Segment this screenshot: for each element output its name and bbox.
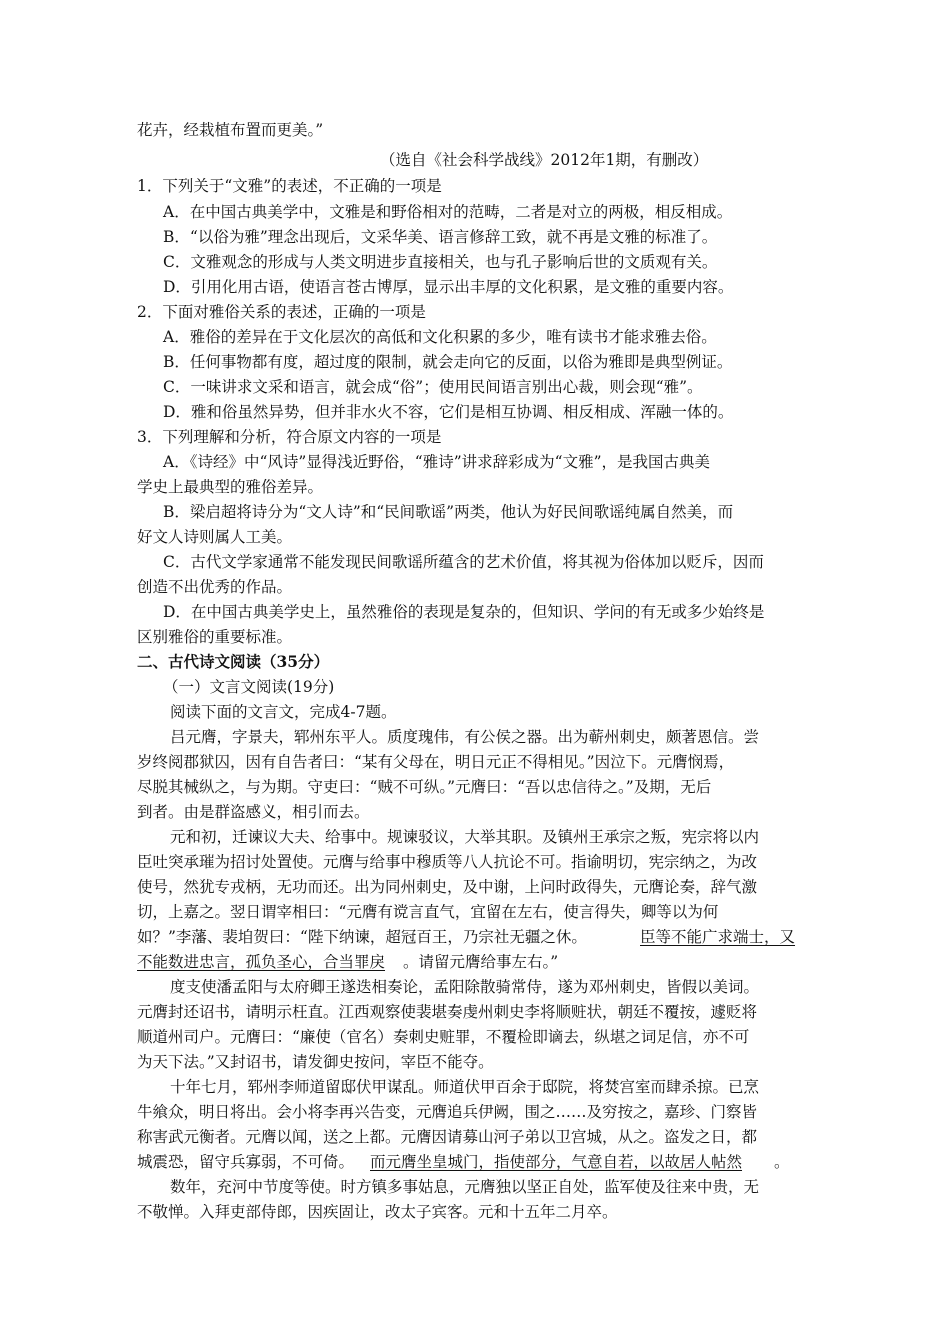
text-line: 花卉，经栽植布置而更美。” <box>137 121 324 139</box>
text-line: 使号，然犹专戎柄，无功而还。出为同州刺史，及中谢，上问时政得失，元膺论奏，辞气激 <box>137 878 758 896</box>
text-line: 臣吐突承璀为招讨处置使。元膺与给事中穆质等八人抗论不可。指谕明切，宪宗纳之，为改 <box>137 853 758 871</box>
text-line: （一）文言文阅读(19分) <box>163 678 335 696</box>
text-line-tail: 。请留元膺给事左右。” <box>403 953 559 971</box>
text-line: 岁终阅郡狱囚，因有自告者曰：“某有父母在，明日元正不得相见。”因泣下。元膺悯焉， <box>137 753 735 771</box>
text-line: A．《诗经》中“风诗”显得浅近野俗，“雅诗”讲求辞彩成为“文雅”，是我国古典美 <box>163 453 710 471</box>
text-line: D．雅和俗虽然异势，但并非水火不容，它们是相互协调、相反相成、浑融一体的。 <box>163 403 734 421</box>
text-line: 3．下列理解和分析，符合原文内容的一项是 <box>137 428 442 446</box>
text-line: 区别雅俗的重要标准。 <box>137 628 293 646</box>
text-line: 1．下列关于“文雅”的表述，不正确的一项是 <box>137 177 442 195</box>
text-line: 元和初，迁谏议大夫、给事中。规谏驳议，大举其职。及镇州王承宗之叛，宪宗将以内 <box>170 828 760 846</box>
text-line: A．雅俗的差异在于文化层次的高低和文化积累的多少，唯有读书才能求雅去俗。 <box>163 328 717 346</box>
text-line: （选自《社会科学战线》2012年1期，有删改） <box>380 151 709 169</box>
text-line: B．任何事物都有度，超过度的限制，就会走向它的反面，以俗为雅即是典型例证。 <box>163 353 733 371</box>
text-line: 切，上嘉之。翌日谓宰相曰：“元膺有谠言直气，宜留在左右，使言得失，卿等以为何 <box>137 903 719 921</box>
text-line: 到者。由是群盗感义，相引而去。 <box>137 803 370 821</box>
section-heading: 二、古代诗文阅读（35分） <box>137 652 330 671</box>
underlined-sentence: 而元膺坐皇城门，指使部分，气意自若，以故居人帖然 <box>370 1153 743 1171</box>
text-line-tail: 。 <box>774 1153 790 1171</box>
text-line: 学史上最典型的雅俗差异。 <box>137 478 324 496</box>
underlined-sentence: 臣等不能广求端士，又 <box>640 928 796 946</box>
text-line: 为天下法。”又封诏书，请发御史按问，宰臣不能夺。 <box>137 1053 494 1071</box>
underlined-sentence: 不能数进忠言，孤负圣心，合当罪戾 <box>137 953 386 971</box>
text-line: 阅读下面的文言文，完成4-7题。 <box>170 703 397 721</box>
text-line: 2．下面对雅俗关系的表述，正确的一项是 <box>137 303 426 321</box>
text-line: D．在中国古典美学史上，虽然雅俗的表现是复杂的，但知识、学问的有无或多少始终是 <box>163 603 765 621</box>
text-line: B．“以俗为雅”理念出现后，文采华美、语言修辞工致，就不再是文雅的标准了。 <box>163 228 718 246</box>
text-line: 顺道州司户。元膺曰：“廉使（官名）奏刺史赃罪，不覆检即谪去，纵堪之词足信，亦不可 <box>137 1028 750 1046</box>
text-line: 十年七月，郓州李师道留邸伏甲谋乱。师道伏甲百余于邸院，将焚宫室而肆杀掠。已烹 <box>170 1078 760 1096</box>
text-line: 不敬惮。入拜吏部侍郎，因疾固让，改太子宾客。元和十五年二月卒。 <box>137 1203 618 1221</box>
text-line: C．文雅观念的形成与人类文明进步直接相关，也与孔子影响后世的文质观有关。 <box>163 253 718 271</box>
text-line: 度支使潘孟阳与太府卿王遂迭相奏论，孟阳除散骑常侍，遂为邓州刺史，皆假以美词。 <box>170 978 760 996</box>
text-line: 创造不出优秀的作品。 <box>137 578 293 596</box>
text-line: 城震恐，留守兵寡弱，不可倚。 <box>137 1153 355 1171</box>
text-line: 如？”李藩、裴垍贺曰：“陛下纳谏，超冠百王，乃宗社无疆之休。 <box>137 928 587 946</box>
text-line: D．引用化用古语，使语言苍古博厚，显示出丰厚的文化积累，是文雅的重要内容。 <box>163 278 734 296</box>
text-line: C．一味讲求文采和语言，就会成“俗”；使用民间语言别出心裁，则会现“雅”。 <box>163 378 703 396</box>
text-line: 吕元膺，字景夫，郓州东平人。质度瑰伟，有公侯之器。出为蕲州刺史，颇著恩信。尝 <box>170 728 760 746</box>
text-line: 牛飨众，明日将出。会小将李再兴告变，元膺追兵伊阙，围之……及穷按之，嘉珍、门察皆 <box>137 1103 758 1121</box>
text-line: 尽脱其械纵之，与为期。守吏曰：“贼不可纵。”元膺曰：“吾以忠信待之。”及期，无后 <box>137 778 712 796</box>
text-line: B．梁启超将诗分为“文人诗”和“民间歌谣”两类，他认为好民间歌谣纯属自然美，而 <box>163 503 734 521</box>
text-line: 称害武元衡者。元膺以闻，送之上都。元膺因请募山河子弟以卫宫城，从之。盗发之日，都 <box>137 1128 758 1146</box>
text-line: 数年，充河中节度等使。时方镇多事姑息，元膺独以坚正自处，监军使及往来中贵，无 <box>170 1178 760 1196</box>
text-line: 元膺封还诏书，请明示枉直。江西观察使裴堪奏虔州刺史李将顺赃状，朝廷不覆按，遽贬将 <box>137 1003 758 1021</box>
text-line: A．在中国古典美学中，文雅是和野俗相对的范畴，二者是对立的两极，相反相成。 <box>163 203 733 221</box>
text-line: 好文人诗则属人工美。 <box>137 528 293 546</box>
text-line: C．古代文学家通常不能发现民间歌谣所蕴含的艺术价值，将其视为俗体加以贬斥，因而 <box>163 553 764 571</box>
